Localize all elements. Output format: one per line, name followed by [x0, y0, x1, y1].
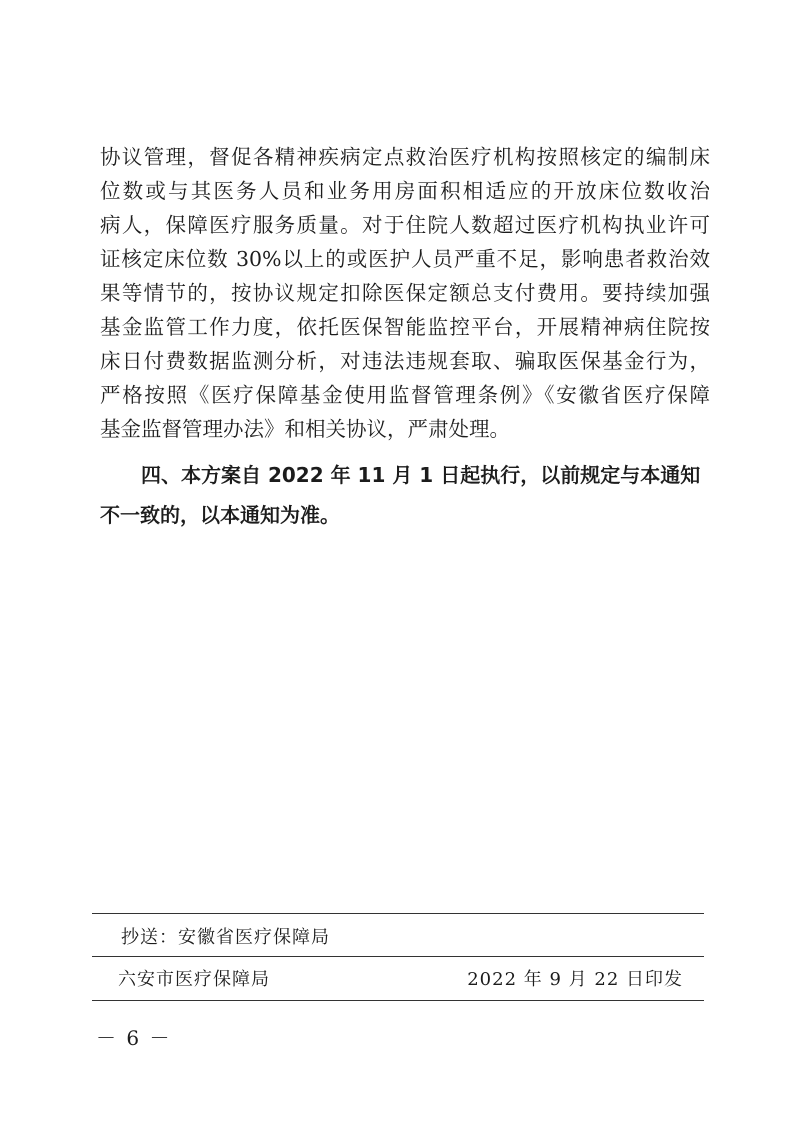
footer-rule-middle — [92, 956, 704, 957]
body-line: 床日付费数据监测分析，对违法违规套取、骗取医保基金行为， — [100, 349, 710, 373]
footer-rule-top — [92, 913, 704, 914]
issue-date: 2022 年 9 月 22 日印发 — [467, 969, 683, 990]
issuer: 六安市医疗保障局 — [118, 969, 270, 990]
cc-line: 抄送：安徽省医疗保障局 — [121, 927, 330, 948]
footer-rule-bottom — [92, 1000, 704, 1001]
body-text — [100, 140, 710, 532]
body-line: 基金监管工作力度，依托医保智能监控平台，开展精神病住院按 — [100, 315, 710, 339]
body-line: 位数或与其医务人员和业务用房面积相适应的开放床位数收治 — [100, 179, 710, 203]
body-line: 基金监督管理办法》和相关协议，严肃处理。 — [100, 417, 510, 441]
body-line: 证核定床位数 30%以上的或医护人员严重不足，影响患者救治效 — [100, 247, 710, 271]
body-line: 病人，保障医疗服务质量。对于住院人数超过医疗机构执业许可 — [100, 213, 710, 237]
body-line: 严格按照《医疗保障基金使用监督管理条例》《安徽省医疗保障 — [100, 383, 710, 407]
page-number: － 6 － — [96, 1026, 172, 1050]
body-line: 果等情节的，按协议规定扣除医保定额总支付费用。要持续加强 — [100, 281, 710, 305]
body-line: 协议管理，督促各精神疾病定点救治医疗机构按照核定的编制床 — [100, 145, 710, 169]
section-four-line: 四、本方案自 2022 年 11 月 1 日起执行，以前规定与本通知 — [141, 463, 701, 487]
section-four-line: 不一致的，以本通知为准。 — [100, 503, 340, 527]
